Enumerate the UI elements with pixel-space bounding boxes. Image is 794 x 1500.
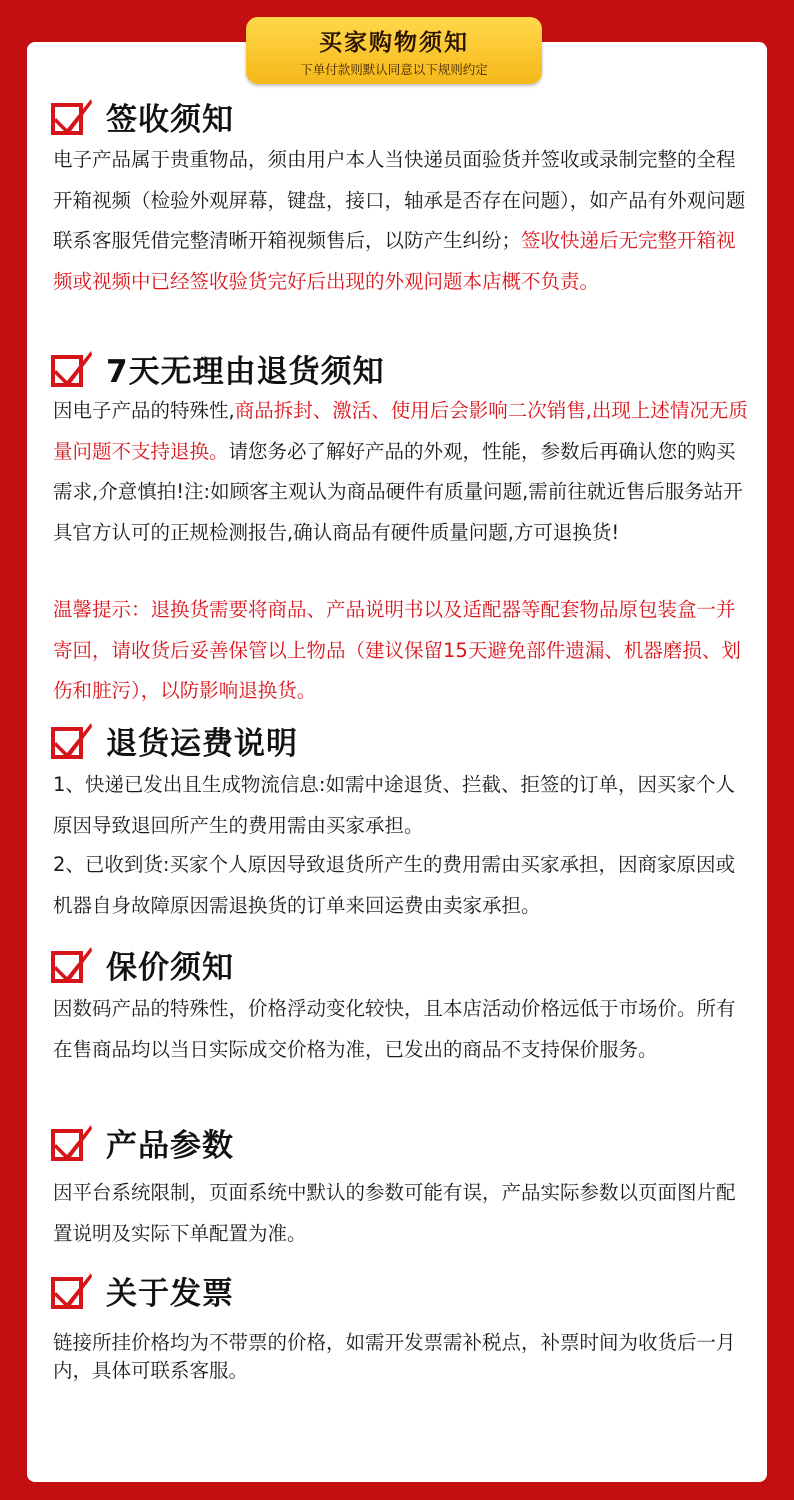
section-body: 链接所挂价格均为不带票的价格，如需开发票需补税点，补票时间为收货后一月内，具体可联系客服。 <box>53 1331 736 1382</box>
checkmark-icon <box>50 1270 94 1310</box>
warning-text: 商品拆封、激活、使用后会影响二次销售,出现上述情况无质量问题不支持退换。 <box>53 399 748 463</box>
checkmark-icon <box>50 720 94 760</box>
checkmark-icon <box>50 944 94 984</box>
section-title: 签收须知 <box>106 102 234 138</box>
section-body <box>53 391 753 553</box>
section-title: 关于发票 <box>106 1276 234 1312</box>
section-title: 7天无理由退货须知 <box>106 354 385 390</box>
section-body: 因数码产品的特殊性，价格浮动变化较快，且本店活动价格远低于市场价。所有在售商品均以当日实际成交价格为准，已发出的商品不支持保价服务。 <box>53 997 736 1061</box>
section-title: 保价须知 <box>106 950 234 986</box>
body-text: 电子产品属于贵重物品，须由用户本人当快递员面验货并签收或录制完整的全程开箱视频（检验外观屏幕，键盘，接口，轴承是否存在问题），如产品有外观问题联系客服凭借完整清晰开箱视频售后，以防产生纠纷； <box>53 148 746 252</box>
banner-title: 买家购物须知 <box>319 30 469 56</box>
body-text: 请您务必了解好产品的外观，性能，参数后再确认您的购买需求,介意慎拍!注:如顾客主观认为商品硬件有质量问题,需前往就近售后服务站开具官方认可的正规检测报告,确认商品有硬件质量问题,方可退换货! <box>53 439 743 544</box>
section-title: 退货运费说明 <box>106 726 298 762</box>
checkmark-icon <box>50 96 94 136</box>
body-text: 因电子产品的特殊性, <box>53 399 235 422</box>
section-title: 产品参数 <box>106 1128 234 1164</box>
warm-tip: 温馨提示：退换货需要将商品、产品说明书以及适配器等配套物品原包装盒一并寄回，请收货后妥善保管以上物品（建议保留15天避免部件遗漏、机器磨损、划伤和脏污），以防影响退换货。 <box>53 598 741 702</box>
notice-banner <box>246 17 542 84</box>
checkmark-icon <box>50 1122 94 1162</box>
warning-text: 签收快递后无完整开箱视频或视频中已经签收验货完好后出现的外观问题本店概不负责。 <box>53 229 736 293</box>
section-body: 因平台系统限制，页面系统中默认的参数可能有误，产品实际参数以页面图片配置说明及实际下单配置为准。 <box>53 1181 736 1245</box>
list-item-1: 1、快递已发出且生成物流信息:如需中途退货、拦截、拒签的订单，因买家个人原因导致退回所产生的费用需由买家承担。 <box>53 773 735 837</box>
banner-subtitle: 下单付款则默认同意以下规则约定 <box>300 62 488 77</box>
list-item-2: 2、已收到货:买家个人原因导致退货所产生的费用需由买家承担，因商家原因或机器自身故障原因需退换货的订单来回运费由卖家承担。 <box>53 853 735 917</box>
section-body <box>53 140 753 302</box>
checkmark-icon <box>50 348 94 388</box>
